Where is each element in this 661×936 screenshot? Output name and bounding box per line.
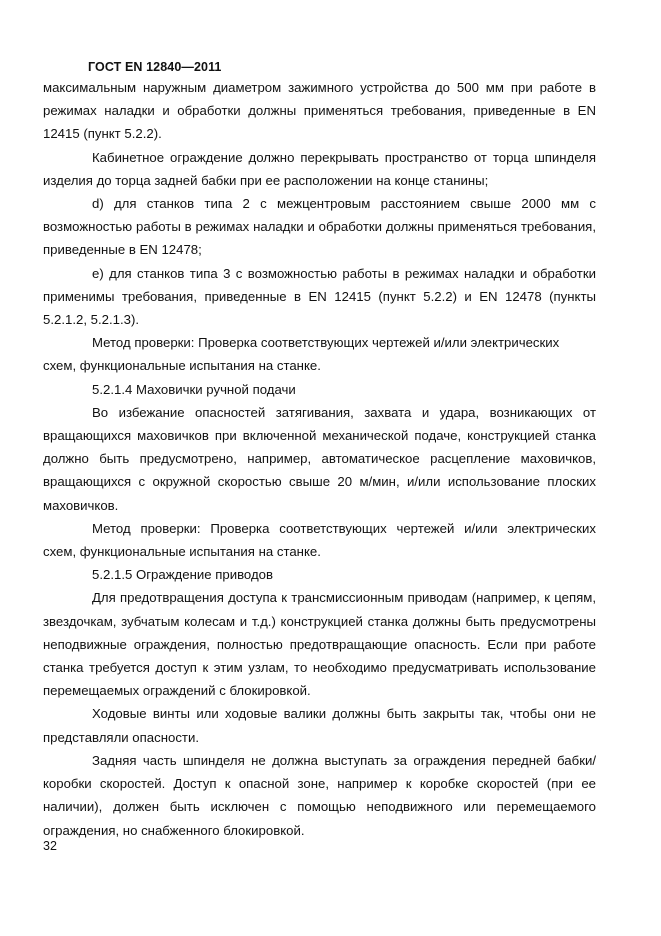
paragraph-continuation: максимальным наружным диаметром зажимного устройства до 500 мм при работе в режимах наладки и обработки должны применяться требования, приведенные в EN 12415 (пункт 5.2.2). xyxy=(43,80,596,142)
paragraph-test-method-1: Метод проверки: Проверка соответствующих чертежей и/или электрических схем, функциональные испытания на станке. xyxy=(43,335,560,374)
document-body xyxy=(43,76,596,842)
page-number: 32 xyxy=(43,839,57,853)
section-heading-5-2-1-4: 5.2.1.4 Маховички ручной подачи xyxy=(92,381,296,397)
section-heading-5-2-1-5: 5.2.1.5 Ограждение приводов xyxy=(92,567,274,583)
paragraph-drive-guards: Для предотвращения доступа к трансмиссионным приводам (например, к цепям, звездочкам, зубчатым колесам и т.д.) конструкцией станка должны быть предусмотрены неподвижные ограждения, полностью предотвращающие опасность. Если при работе станка требуется доступ к этим узлам, то необходимо предусматривать использование перемещаемых ограждений с блокировкой. xyxy=(43,590,596,699)
paragraph-item-d: d) для станков типа 2 с межцентровым расстоянием свыше 2000 мм с возможностью работы в режимах наладки и обработки должны применяться требования, приведенные в EN 12478; xyxy=(43,196,596,258)
paragraph-handwheels: Во избежание опасностей затягивания, захвата и удара, возникающих от вращающихся маховичков при включенной механической подаче, конструкцией станка должно быть предусмотрено, например, автоматическое расцепление маховичков, вращающихся с окружной скоростью свыше 20 м/мин, и/или использование плоских маховичков. xyxy=(43,404,596,513)
paragraph-lead-screws: Ходовые винты или ходовые валики должны быть закрыты так, чтобы они не представляли опасности. xyxy=(43,706,596,745)
paragraph-item-e: e) для станков типа 3 с возможностью работы в режимах наладки и обработки применимы требования, приведенные в EN 12415 (пункт 5.2.2) и EN 12478 (пункты 5.2.1.2, 5.2.1.3). xyxy=(43,265,596,328)
paragraph-spindle-rear: Задняя часть шпинделя не должна выступать за ограждения передней бабки/коробки скоростей. Доступ к опасной зоне, например к коробке скоростей (при ее наличии), должен быть исключен с помощью неподвижного или перемещаемого ограждения, но снабженного блокировкой. xyxy=(43,752,596,838)
standard-header: ГОСТ EN 12840—2011 xyxy=(88,60,222,74)
paragraph-cabinet-guard: Кабинетное ограждение должно перекрывать пространство от торца шпинделя изделия до торца задней бабки при ее расположении на конце станины; xyxy=(43,149,596,188)
paragraph-test-method-2: Метод проверки: Проверка соответствующих чертежей и/или электрических схем, функциональные испытания на станке. xyxy=(43,520,596,560)
